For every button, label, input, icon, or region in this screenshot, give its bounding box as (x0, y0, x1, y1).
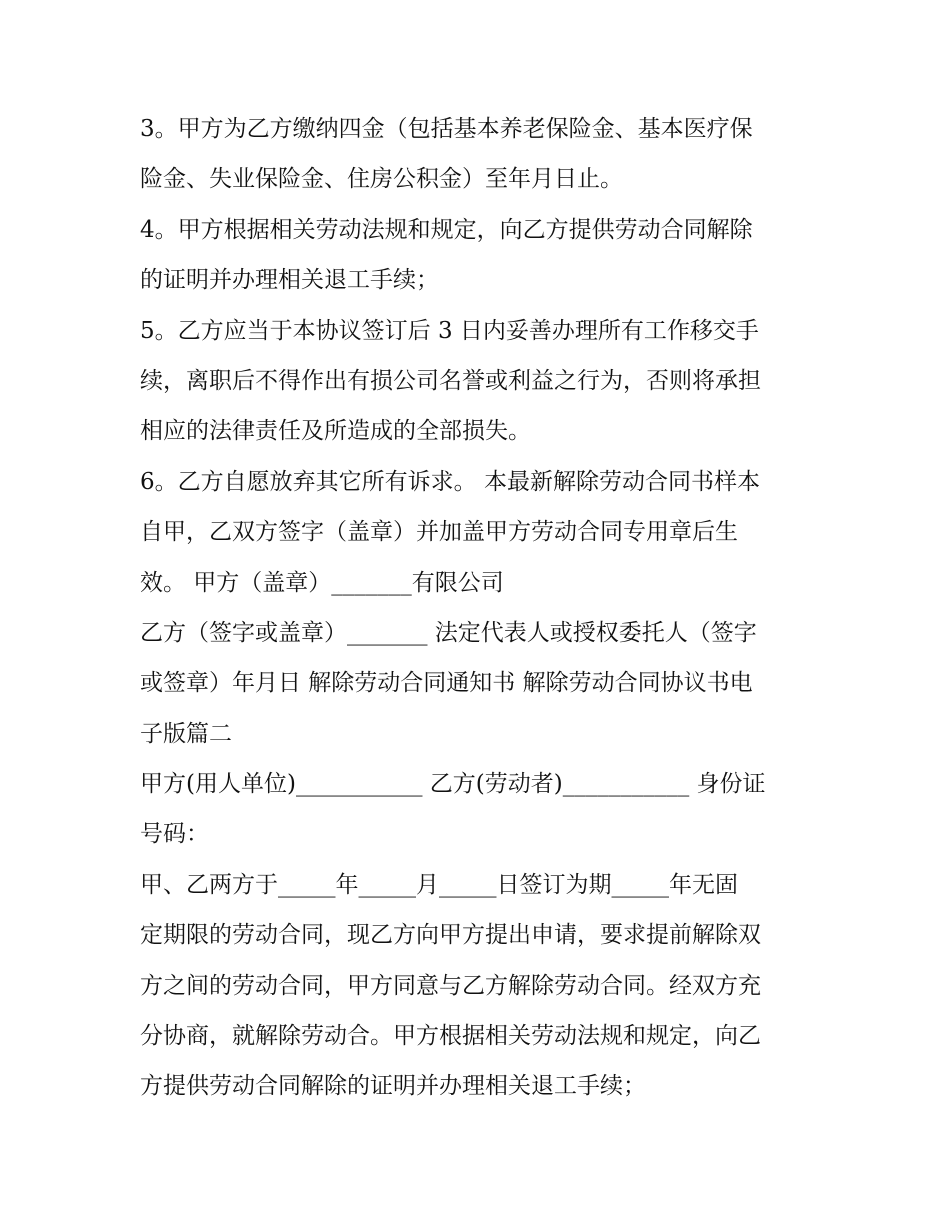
text-line: 定期限的劳动合同，现乙方向甲方提出申请，要求提前解除双 (140, 922, 761, 949)
text-line: 方提供劳动合同解除的证明并办理相关退工手续； (140, 1073, 646, 1100)
text-line: 相应的法律责任及所造成的全部损失。 (140, 418, 531, 445)
text-line: 5。乙方应当于本协议签订后 3 日内妥善办理所有工作移交手 (140, 317, 759, 344)
text-line: 乙方（签字或盖章）_______ 法定代表人或授权委托人（签字 (140, 619, 757, 646)
text-line: 或签章）年月日 解除劳动合同通知书 解除劳动合同协议书电 (140, 670, 753, 697)
text-line: 方之间的劳动合同，甲方同意与乙方解除劳动合同。经双方充 (140, 972, 761, 999)
text-line: 3。甲方为乙方缴纳四金（包括基本养老保险金、基本医疗保 (140, 116, 753, 142)
text-line: 的证明并办理相关退工手续； (140, 267, 439, 294)
document-body (140, 104, 820, 1112)
text-line: 自甲，乙双方签字（盖章）并加盖甲方劳动合同专用章后生 (140, 519, 738, 546)
text-line: 甲、乙两方于_____年_____月_____日签订为期_____年无固 (140, 871, 738, 898)
text-line: 效。 甲方（盖章）_______有限公司 (140, 569, 504, 596)
text-line: 分协商，就解除劳动合。甲方根据相关劳动法规和规定，向乙 (140, 1023, 761, 1050)
text-line: 子版篇二 (140, 720, 232, 747)
text-line: 续，离职后不得作出有损公司名誉或利益之行为，否则将承担 (140, 367, 761, 394)
text-line: 甲方(用人单位)___________ 乙方(劳动者)___________ 身份证 (140, 771, 766, 798)
text-line: 号码： (140, 821, 209, 848)
text-line: 4。甲方根据相关劳动法规和规定，向乙方提供劳动合同解除 (140, 216, 753, 243)
text-line: 险金、失业保险金、住房公积金）至年月日止。 (140, 166, 623, 193)
text-line: 6。乙方自愿放弃其它所有诉求。 本最新解除劳动合同书样本 (140, 468, 760, 495)
